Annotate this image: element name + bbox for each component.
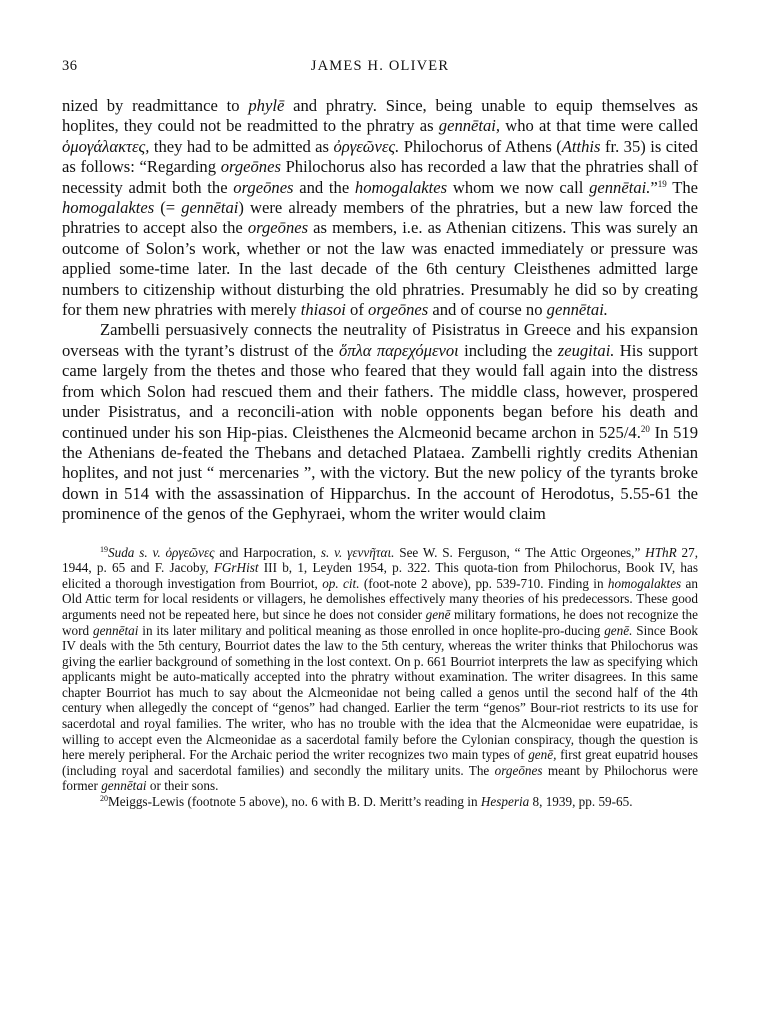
footnote-20 [62,794,698,810]
italic-term: homogalaktes [354,177,448,197]
italic-term: s. v. [320,544,343,560]
text: (= [154,198,182,218]
text: in its later military and political meaning as those enrolled in once hoplite-pro-ducing [138,622,605,638]
italic-term: gennētai, [438,116,501,136]
text: fr. 35) is cited as follows: “Regarding [62,136,698,177]
text: and phratry. Since, being unable to equip themselves as hoplites, they could not be readmitted to the phratry as [62,96,698,136]
page [62,58,698,810]
text: nized by readmittance to [62,96,249,115]
italic-term: op. cit. [322,575,360,591]
paragraph-1 [62,96,698,320]
greek-term: ὅπλα παρεχόμενοι [339,340,459,360]
text: ) were already members of the phratries, but a new law forced the phratries to accept also the [62,198,698,238]
text: Since Book IV deals with the 5th century, Bourriot dates the law to the 5th century, whereas the writer thinks that Philochorus was giving the earlier background of something in the lost context. On p. 661 Bourriot interprets the law as specifying which applicants might be auto-matically accepted into the phratry without examination. The writer disagrees. In this same chapter Bourriot has much to say about the Alcmeonidae not being called a genos until the second half of the 4th century when allegedly the concept of “genos” had changed. Earlier the term “genos” Bour-riot restricts to its use for sacerdotal and royal families. The writer, who has no trouble with the idea that the Alcmeonidae were eupatridae, is willing to accept even the Alcmeonidae as a sacerdotal family before the Cylonian conspiracy, though the question is here merely peripheral. For the Archaic period the writer recognizes two main types of [62,622,699,763]
italic-term: orgeōnes [247,218,309,238]
text: including the [458,340,558,360]
italic-term: gennētai [181,198,239,218]
text: His support came largely from the thetes and those who feared that they would fall again into the distress from which Solon had rescued them and their fathers. The middle class, however, prospered under Pisistratus, and a reconcili-ation with noble opponents began before his death and continued under his son Hip-pias. Cleisthenes the Alcmeonid became archon in 525/4. [62,340,698,442]
italic-term: orgeōnes [368,300,429,320]
body-text [62,96,698,525]
italic-term: gennētai. [546,300,608,320]
text: an Old Attic term for local residents or villagers, he demolishes effectively many theories of his predecessors. These good arguments need not be repeated here, but since he does not consider [62,575,698,622]
text: (foot-note 2 above), pp. 539-710. Finding in [359,575,608,591]
italic-term: thiasoi [300,300,346,320]
italic-term: FGrHist [213,560,259,576]
text: first great eupatrid houses (including royal and sacerdotal families) and secondly the military units. The [62,747,698,778]
text: The [666,177,698,197]
italic-term: homogalaktes [62,198,155,218]
text: and the [293,177,355,197]
italic-term: genē [425,606,451,622]
running-head [62,58,698,82]
footnote-mark: 20 [100,794,108,804]
footnotes [62,545,698,810]
text: as members, i.e. as Athenian citizens. This was surely an outcome of Solon’s work, whether or not the law was enacted immediately or pressure was applied some-time later. In the last decade of the 6th century Cleisthenes admitted large numbers to citizenship without disturbing the old phratries. Presumably he did so by creating for them new phratries with merely [62,218,698,320]
text: and of course no [428,300,547,320]
greek-term: γεννῆται. [342,544,395,560]
italic-term: genē, [528,747,557,763]
text: meant by Philochorus were former [62,762,699,794]
text: See W. S. Ferguson, “ The Attic Orgeones,” [394,544,646,560]
text: whom we now call [447,177,590,197]
footnote-19 [62,545,698,795]
italic-term: orgeōnes [220,157,281,177]
text: ” [650,177,658,197]
greek-term: ὀργεῶνες. [333,136,400,156]
italic-term: Hesperia [480,794,530,810]
text: 8, 1939, pp. 59-65. [529,794,633,810]
italic-term: Suda s. v. [108,544,161,560]
italic-term: zeugitai. [557,340,615,360]
italic-term: orgeōnes [233,177,294,197]
italic-term: gennētai [92,622,139,638]
italic-term: orgeōnes [494,762,543,778]
footnote-ref-19[interactable]: 19 [657,178,667,189]
italic-term: HThR [645,544,677,560]
page-number: 36 [62,58,78,74]
italic-term: Atthis [561,136,601,156]
footnote-mark: 19 [100,544,108,554]
greek-term: ὀργεῶνες [160,544,215,560]
text: and Harpocration, [214,544,321,560]
text: In 519 the Athenians de-feated the Thebans and detached Plataea. Zambelli rightly credits Athenian hoplites, and not just “ mercenaries ”, with the victory. But the new policy of the tyrants broke down in 514 with the assassination of Hipparchus. In the account of Herodotus, 5.55-61 the prominence of the genos of the Gephyraei, whom the writer would claim [62,422,698,524]
text: who at that time were called [500,116,699,136]
text: military formations, he does not recognize the word [62,606,698,638]
text: Meiggs-Lewis (footnote 5 above), no. 6 with B. D. Meritt’s reading in [108,794,481,810]
paragraph-2 [62,320,698,524]
text: Philochorus of Athens ( [399,136,562,156]
greek-term: ὁμογάλακτες, [62,136,150,156]
text: of [345,300,369,320]
italic-term: gennētai. [589,177,651,197]
text: Zambelli persuasively connects the neutrality of Pisistratus in Greece and his expansion overseas with the tyrant’s distrust of the [62,320,698,360]
italic-term: genē. [604,622,633,638]
text: Philochorus also has recorded a law that the phratries shall of necessity admit both the [62,157,699,197]
italic-term: homogalaktes [607,575,682,591]
running-title: JAMES H. OLIVER [310,58,450,74]
text: III b, 1, Leyden 1954, p. 322. This quota-tion from Philochorus, Book IV, has elicited a thorough investigation from Bourriot, [62,560,698,591]
text: or their sons. [146,778,219,794]
italic-term: phylē [248,96,285,115]
text: they had to be admitted as [149,136,334,156]
text: 27, 1944, p. 65 and F. Jacoby, [62,544,698,576]
italic-term: gennētai [101,778,147,794]
footnote-ref-20[interactable]: 20 [640,423,650,434]
